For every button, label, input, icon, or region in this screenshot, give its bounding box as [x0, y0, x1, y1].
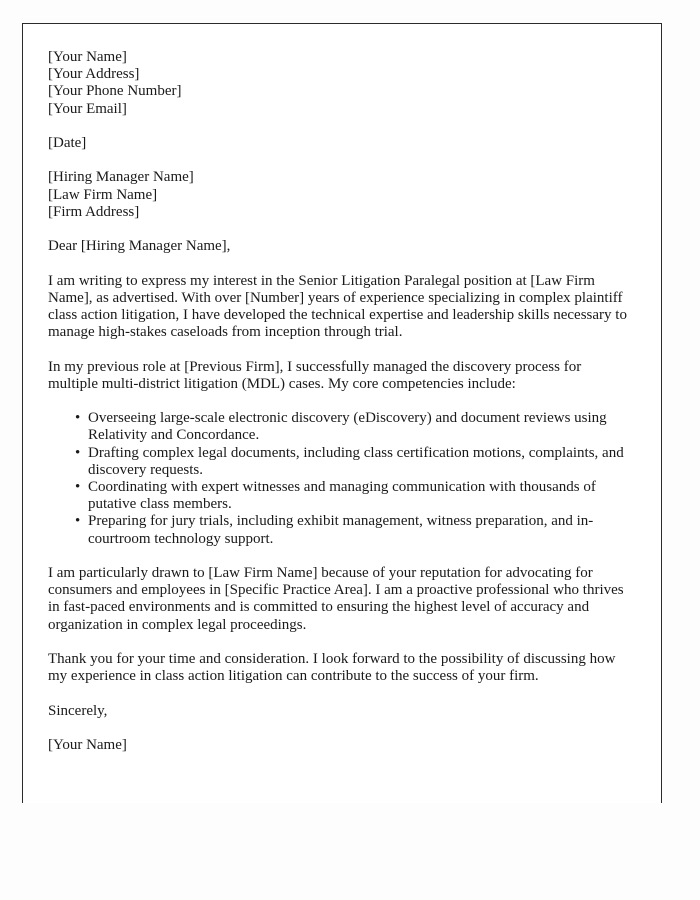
spacer [48, 685, 633, 702]
sender-address-block [48, 49, 633, 118]
body-paragraph-4: Thank you for your time and consideration. I look forward to the possibility of discussing how my experience in class action litigation can contribute to the success of your firm. [48, 650, 616, 685]
spacer [48, 341, 633, 358]
list-item-text: Drafting complex legal documents, including class certification motions, complaints, and discovery requests. [88, 444, 624, 478]
list-item [48, 513, 633, 547]
closing-line: Sincerely, [48, 702, 108, 719]
sender-name: [Your Name] [48, 49, 127, 65]
body-paragraph-2: In my previous role at [Previous Firm], I successfully managed the discovery process for multiple multi-district litigation (MDL) cases. My core competencies include: [48, 358, 582, 392]
spacer [48, 118, 633, 135]
bullet-icon: • [75, 410, 81, 427]
sender-email: [Your Email] [48, 100, 127, 117]
body-paragraph-1: I am writing to express my interest in the Senior Litigation Paralegal position at [Law Firm Name], as advertised. With over [Number] years of experience specializing in complex plaintiff class action litigation, I have developed the technical expertise and leadership skills necessary to manage high-stakes caseloads from inception through trial. [48, 272, 627, 341]
bullet-icon: • [75, 513, 81, 530]
list-item [48, 479, 633, 513]
competencies-list [48, 410, 633, 548]
spacer [48, 255, 633, 272]
recipient-firm-name: [Law Firm Name] [48, 186, 158, 203]
list-item [48, 445, 633, 479]
spacer [48, 548, 633, 565]
spacer [48, 393, 633, 410]
body-paragraph-3: I am particularly drawn to [Law Firm Name] because of your reputation for advocating for consumers and employees in [Specific Practice Area]. I am a proactive professional who thrives in fast-paced environments and is committed to ensuring the highest level of accuracy and organization in complex legal proceedings. [48, 564, 624, 633]
recipient-firm-address: [Firm Address] [48, 203, 140, 220]
list-item [48, 410, 633, 444]
date-block [48, 135, 633, 152]
spacer [48, 720, 633, 737]
bullet-icon: • [75, 478, 81, 495]
salutation: Dear [Hiring Manager Name], [48, 238, 231, 255]
spacer [48, 152, 633, 169]
recipient-address-block [48, 169, 633, 221]
list-item-text: Overseeing large-scale electronic discovery (eDiscovery) and document reviews using Relativity and Concordance. [88, 410, 607, 444]
recipient-manager-name: [Hiring Manager Name] [48, 169, 194, 186]
spacer [48, 634, 633, 651]
signature-name: [Your Name] [48, 736, 127, 753]
letter-page [22, 23, 662, 803]
sender-address: [Your Address] [48, 66, 140, 83]
list-item-text: Coordinating with expert witnesses and managing communication with thousands of putative class members. [88, 478, 596, 513]
date-line: [Date] [48, 135, 87, 151]
spacer [48, 221, 633, 238]
bullet-icon: • [75, 444, 81, 461]
letter-body [23, 24, 661, 754]
sender-phone: [Your Phone Number] [48, 83, 182, 100]
list-item-text: Preparing for jury trials, including exhibit management, witness preparation, and in-courtroom technology support. [88, 513, 594, 547]
